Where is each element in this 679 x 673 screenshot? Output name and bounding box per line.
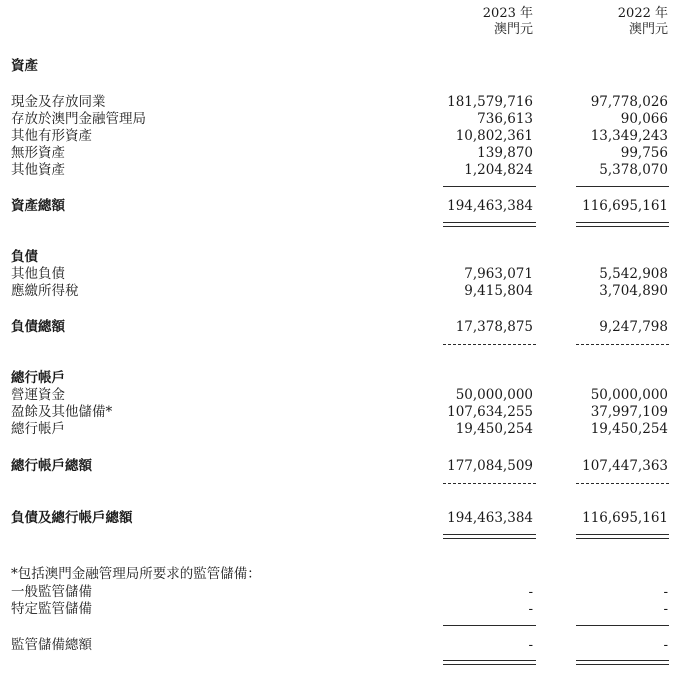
row-label: 現金及存放同業: [11, 94, 106, 110]
row-label: 其他資產: [11, 162, 65, 178]
value-2022: 97,778,026: [590, 94, 668, 110]
total-double-rule: [443, 538, 536, 539]
row-label: 負債總額: [11, 319, 65, 335]
value-2022: 9,247,798: [599, 319, 668, 335]
value-2023: 10,802,361: [455, 128, 533, 144]
value-2023: 17,378,875: [455, 319, 533, 335]
value-2022: 5,542,908: [599, 266, 668, 282]
total-double-rule: [443, 664, 536, 665]
value-2023: 139,870: [477, 145, 533, 161]
value-2023: 107,634,255: [447, 404, 533, 420]
row-label: 其他負債: [11, 266, 65, 282]
total-double-rule: [576, 660, 669, 661]
subtotal-rule: [443, 186, 536, 187]
value-2022: 99,756: [620, 145, 668, 161]
total-dashed-rule: [443, 483, 536, 484]
row-label: 應繳所得稅: [11, 283, 79, 299]
total-double-rule: [443, 534, 536, 535]
column-unit: 澳門元: [493, 22, 533, 37]
column-header-2022: [548, 6, 668, 38]
value-2023: -: [528, 637, 533, 653]
row-label: 總行帳戶總額: [11, 458, 92, 474]
row-label: 特定監管儲備: [11, 601, 92, 617]
value-2022: -: [663, 637, 668, 653]
row-label: 負債及總行帳戶總額: [11, 510, 133, 526]
grand-total-row: [0, 510, 679, 526]
table-row: [0, 266, 679, 282]
value-2023: 194,463,384: [447, 510, 533, 526]
section-title-head-office: 總行帳戶: [11, 370, 65, 386]
row-label: 盈餘及其他儲備*: [11, 404, 113, 420]
value-2023: -: [528, 601, 533, 617]
subtotal-rule: [576, 625, 669, 626]
total-dashed-rule: [576, 483, 669, 484]
table-row: [0, 145, 679, 161]
table-row: [0, 584, 679, 600]
value-2022: 37,997,109: [590, 404, 668, 420]
table-row: [0, 601, 679, 617]
row-label: 監管儲備總額: [11, 637, 92, 653]
value-2023: 194,463,384: [447, 198, 533, 214]
column-year: 2022 年: [617, 6, 668, 21]
table-row: [0, 111, 679, 127]
column-unit: 澳門元: [628, 22, 668, 37]
subtotal-rule: [576, 186, 669, 187]
total-dashed-rule: [443, 344, 536, 345]
value-2022: 13,349,243: [590, 128, 668, 144]
total-row-liabilities: [0, 319, 679, 335]
value-2023: 1,204,824: [464, 162, 533, 178]
section-title-assets: 資產: [11, 58, 38, 74]
value-2022: -: [663, 584, 668, 600]
row-label: 其他有形資產: [11, 128, 92, 144]
total-double-rule: [576, 534, 669, 535]
value-2023: 50,000,000: [455, 387, 533, 403]
section-title-liabilities: 負債: [11, 249, 38, 265]
row-label: 一般監管儲備: [11, 584, 92, 600]
value-2022: 107,447,363: [582, 458, 668, 474]
footnote-title: *包括澳門金融管理局所要求的監管儲備：: [11, 566, 261, 582]
value-2022: 90,066: [620, 111, 668, 127]
column-year: 2023 年: [482, 6, 533, 21]
total-double-rule: [443, 222, 536, 223]
total-dashed-rule: [576, 344, 669, 345]
row-label: 無形資產: [11, 145, 65, 161]
value-2023: 177,084,509: [447, 458, 533, 474]
value-2022: 19,450,254: [590, 421, 668, 437]
row-label: 存放於澳門金融管理局: [11, 111, 146, 127]
row-label: 總行帳戶: [11, 421, 65, 437]
table-row: [0, 421, 679, 437]
value-2023: -: [528, 584, 533, 600]
value-2022: -: [663, 601, 668, 617]
total-double-rule: [443, 660, 536, 661]
value-2022: 3,704,890: [599, 283, 668, 299]
total-double-rule: [576, 664, 669, 665]
value-2022: 50,000,000: [590, 387, 668, 403]
value-2023: 19,450,254: [455, 421, 533, 437]
table-row: [0, 94, 679, 110]
table-row: [0, 404, 679, 420]
value-2023: 7,963,071: [464, 266, 533, 282]
total-row-regulatory-reserve: [0, 637, 679, 653]
value-2022: 5,378,070: [599, 162, 668, 178]
value-2022: 116,695,161: [582, 510, 668, 526]
row-label: 資產總額: [11, 198, 65, 214]
total-double-rule: [443, 226, 536, 227]
value-2022: 116,695,161: [582, 198, 668, 214]
total-double-rule: [576, 226, 669, 227]
table-row: [0, 387, 679, 403]
value-2023: 181,579,716: [447, 94, 533, 110]
column-header-2023: [413, 6, 533, 38]
total-row-assets: [0, 198, 679, 214]
subtotal-rule: [443, 625, 536, 626]
total-double-rule: [576, 222, 669, 223]
table-row: [0, 128, 679, 144]
value-2023: 736,613: [477, 111, 533, 127]
table-row: [0, 283, 679, 299]
row-label: 營運資金: [11, 387, 65, 403]
table-row: [0, 162, 679, 178]
total-double-rule: [576, 538, 669, 539]
value-2023: 9,415,804: [464, 283, 533, 299]
total-row-head-office: [0, 458, 679, 474]
